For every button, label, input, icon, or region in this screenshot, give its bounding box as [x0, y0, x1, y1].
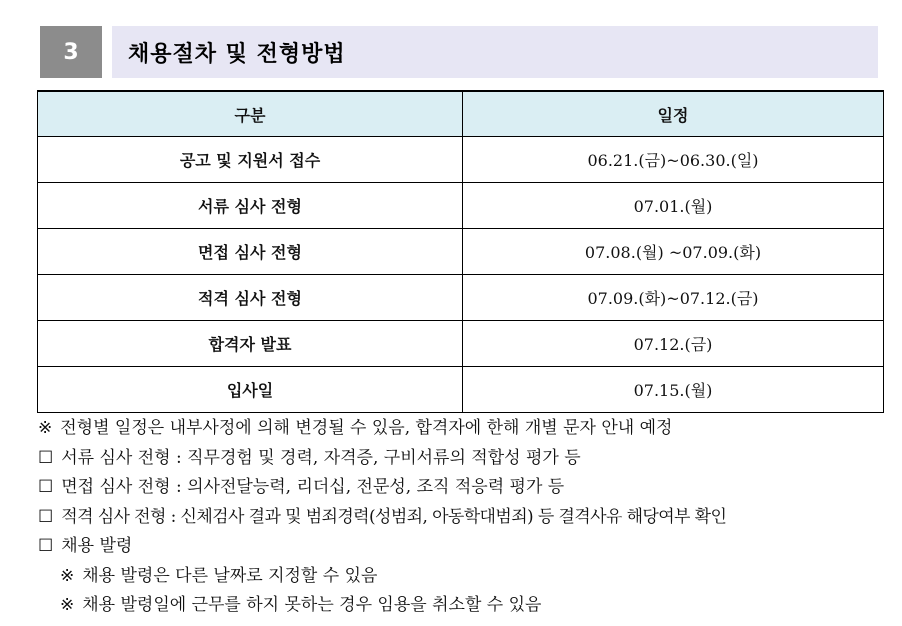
- main-note-text: 전형별 일정은 내부사정에 의해 변경될 수 있음, 합격자에 한해 개별 문자 안내 예정: [60, 418, 673, 438]
- table-row: [38, 275, 884, 321]
- table-row: [38, 137, 884, 183]
- checkbox-icon: ☐: [38, 447, 54, 468]
- header-stage: 구분: [38, 91, 463, 137]
- header-date: 일정: [463, 91, 884, 137]
- section-number: 3: [40, 26, 102, 78]
- table-header-row: [38, 91, 884, 137]
- sub-note: [38, 591, 888, 621]
- note-item: [38, 532, 888, 562]
- stage-cell: 면접 심사 전형: [38, 229, 463, 275]
- checkbox-icon: ☐: [38, 506, 54, 527]
- stage-cell: 서류 심사 전형: [38, 183, 463, 229]
- table-row: [38, 229, 884, 275]
- stage-cell: 합격자 발표: [38, 321, 463, 367]
- checkbox-icon: ☐: [38, 536, 54, 556]
- note-mark-icon: ※: [60, 595, 75, 615]
- notes-section: [38, 414, 888, 621]
- note-item-text: 채용 발령: [61, 536, 133, 556]
- note-item-text: 적격 심사 전형 : 신체검사 결과 및 범죄경력(성범죄, 아동학대범죄) 등 결격사유 해당여부 확인: [61, 506, 727, 527]
- sub-note: [38, 562, 888, 592]
- date-cell: 07.08.(월) ~07.09.(화): [463, 229, 884, 275]
- note-item: [38, 503, 888, 533]
- table-row: [38, 183, 884, 229]
- stage-cell: 적격 심사 전형: [38, 275, 463, 321]
- section-header: [40, 26, 878, 78]
- date-cell: 06.21.(금)~06.30.(일): [463, 137, 884, 183]
- note-item: [38, 444, 888, 474]
- section-title-box: [112, 26, 878, 78]
- note-item-text: 면접 심사 전형 : 의사전달능력, 리더십, 전문성, 조직 적응력 평가 등: [61, 477, 565, 497]
- date-cell: 07.15.(월): [463, 367, 884, 413]
- main-note: [38, 414, 888, 444]
- note-item-text: 서류 심사 전형 : 직무경험 및 경력, 자격증, 구비서류의 적합성 평가 등: [61, 447, 581, 468]
- checkbox-icon: ☐: [38, 477, 54, 497]
- stage-cell: 입사일: [38, 367, 463, 413]
- section-title: 채용절차 및 전형방법: [128, 41, 346, 67]
- note-mark-icon: ※: [60, 565, 75, 586]
- date-cell: 07.12.(금): [463, 321, 884, 367]
- sub-note-text: 채용 발령은 다른 날짜로 지정할 수 있음: [82, 565, 378, 586]
- schedule-table: [37, 90, 884, 413]
- table-row: [38, 321, 884, 367]
- note-item: [38, 473, 888, 503]
- table-row: [38, 367, 884, 413]
- sub-note-text: 채용 발령일에 근무를 하지 못하는 경우 임용을 취소할 수 있음: [82, 595, 542, 615]
- date-cell: 07.09.(화)~07.12.(금): [463, 275, 884, 321]
- date-cell: 07.01.(월): [463, 183, 884, 229]
- stage-cell: 공고 및 지원서 접수: [38, 137, 463, 183]
- note-mark-icon: ※: [38, 418, 53, 438]
